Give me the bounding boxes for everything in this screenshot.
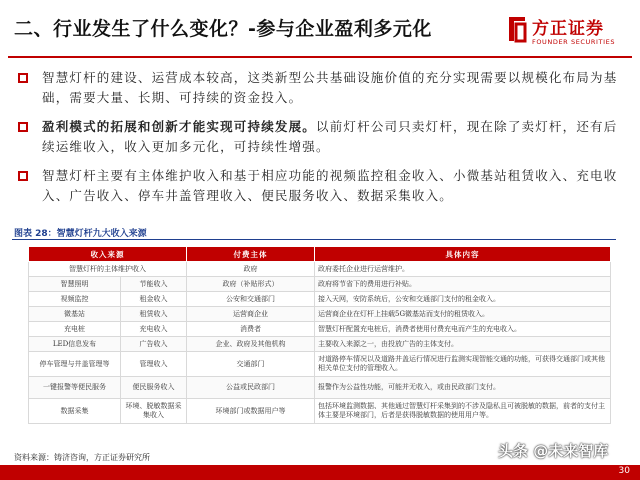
table-cell: 政府 <box>187 262 315 277</box>
square-bullet-icon <box>18 122 28 132</box>
table-cell: 租金收入 <box>121 292 187 307</box>
table-header-content: 具体内容 <box>315 247 611 262</box>
table-header-source: 收入来源 <box>29 247 187 262</box>
table-cell: 公益或民政部门 <box>187 377 315 399</box>
footer-bar <box>0 465 640 480</box>
table-row <box>29 277 611 292</box>
table-cell: 政府（补贴形式） <box>187 277 315 292</box>
table-cell: 管理收入 <box>121 352 187 377</box>
bullet-text: 智慧灯杆主要有主体维护收入和基于相应功能的视频监控租金收入、小微基站租赁收入、充电收入、广告收入、停车井盖管理收入、便民服务收入、数据采集收入。 <box>42 168 618 203</box>
logo-subtext: FOUNDER SECURITIES <box>532 38 616 46</box>
table-row <box>29 292 611 307</box>
table-cell: 停车管理与井盖管理等 <box>29 352 121 377</box>
table-cell: 节能收入 <box>121 277 187 292</box>
page-title: 二、行业发生了什么变化？-参与企业盈利多元化 <box>14 18 432 40</box>
figure-divider <box>12 239 616 240</box>
bullet-item <box>10 68 620 108</box>
table-cell: 消费者 <box>187 322 315 337</box>
square-bullet-icon <box>18 171 28 181</box>
table-cell: 政府委托企业进行运营维护。 <box>315 262 611 277</box>
table-cell: 公安和交通部门 <box>187 292 315 307</box>
table-cell: 充电桩 <box>29 322 121 337</box>
table-cell: 智慧灯杆的主体维护收入 <box>29 262 187 277</box>
table-cell: 对道路停车情况以及道路井盖运行情况进行监测实现智能交通的功能，可获得交通部门或其他相关单位支付的管理收入。 <box>315 352 611 377</box>
table-cell: 视频监控 <box>29 292 121 307</box>
table-cell: 租赁收入 <box>121 307 187 322</box>
bullet-text: 智慧灯杆的建设、运营成本较高，这类新型公共基础设施价值的充分实现需要以规模化布局为基础，需要大量、长期、可持续的资金投入。 <box>42 70 618 105</box>
table-cell: 环境部门或数据用户等 <box>187 399 315 424</box>
revenue-sources-table <box>28 246 610 419</box>
table-cell: 交通部门 <box>187 352 315 377</box>
table-row <box>29 352 611 377</box>
table-cell: 一键报警等便民服务 <box>29 377 121 399</box>
table-cell: 广告收入 <box>121 337 187 352</box>
table-cell: 包括环境监测数据、其他通过智慧灯杆采集到的不涉及隐私且可被脱敏的数据，前者的支付主体主要是环境部门，后者是获得脱敏数据的使用用户等。 <box>315 399 611 424</box>
company-logo <box>506 8 630 52</box>
table-cell: LED信息发布 <box>29 337 121 352</box>
table-cell: 运营商企业 <box>187 307 315 322</box>
bullet-item <box>10 117 620 157</box>
table-row <box>29 399 611 424</box>
table-row <box>29 377 611 399</box>
table-cell: 接入天网，安防系统后，公安和交通部门支付的租金收入。 <box>315 292 611 307</box>
table-row <box>29 337 611 352</box>
bullet-emphasis: 盈利模式的拓展和创新才能实现可持续发展。 <box>42 119 317 134</box>
table-cell: 微基站 <box>29 307 121 322</box>
watermark: 头条 @未来智库 <box>498 442 609 460</box>
table-cell: 智慧灯杆配置充电桩后，消费者使用付费充电而产生的充电收入。 <box>315 322 611 337</box>
figure-caption: 图表 28：智慧灯杆九大收入来源 <box>14 229 147 239</box>
title-divider <box>8 56 632 58</box>
table-cell: 企业、政府及其他机构 <box>187 337 315 352</box>
table-cell: 运营商企业在灯杆上挂载5G微基站而支付的租赁收入。 <box>315 307 611 322</box>
bullet-item <box>10 166 620 206</box>
table-cell: 充电收入 <box>121 322 187 337</box>
table-header-payer: 付费主体 <box>187 247 315 262</box>
square-bullet-icon <box>18 73 28 83</box>
bullet-list <box>10 68 620 215</box>
table-cell: 环境、脱敏数据采集收入 <box>121 399 187 424</box>
logo-mark-icon <box>506 14 528 44</box>
logo-text: 方正证券 <box>532 19 604 39</box>
table-row <box>29 322 611 337</box>
bullet-text: 以前灯杆公司只卖灯杆，现在除了卖灯杆，还有后续运维收入，收入更加多元化，可持续性增强。 <box>42 119 618 154</box>
table-cell: 便民服务收入 <box>121 377 187 399</box>
table-cell: 政府将节省下的费用进行补贴。 <box>315 277 611 292</box>
table-cell: 智慧照明 <box>29 277 121 292</box>
source-note: 资料来源：铸济咨询，方正证券研究所 <box>14 453 150 462</box>
page-number: 30 <box>618 466 630 476</box>
table-cell: 数据采集 <box>29 399 121 424</box>
table-cell: 报警作为公益性功能，可能并无收入，或由民政部门支付。 <box>315 377 611 399</box>
table-row <box>29 262 611 277</box>
table-row <box>29 307 611 322</box>
table-cell: 主要收入来源之一，由投放广告的主体支付。 <box>315 337 611 352</box>
